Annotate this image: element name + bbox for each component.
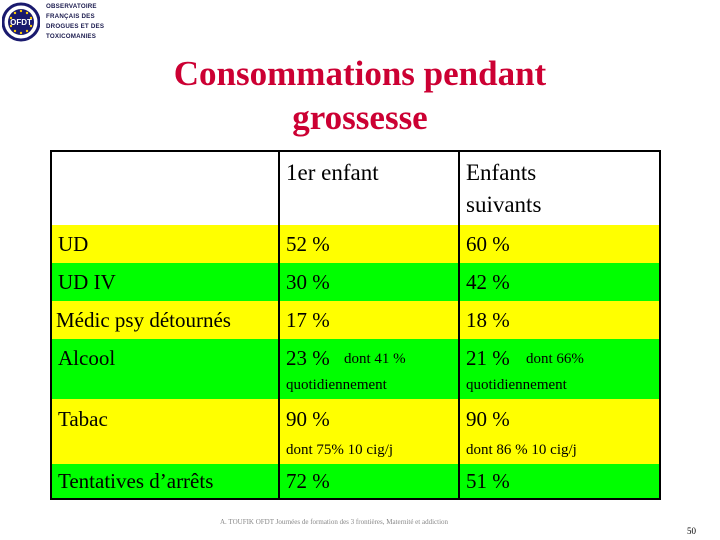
first-child-value: 23 % <box>286 346 330 370</box>
next-children-value: 18 % <box>466 308 510 332</box>
next-children-value: 42 % <box>466 270 510 294</box>
table-row <box>52 225 659 263</box>
next-children-value: 21 % <box>466 346 510 370</box>
header-first-child-label: 1er enfant <box>286 160 379 185</box>
first-child-cell <box>278 263 458 301</box>
next-children-subnote: dont 86 % 10 cig/j <box>466 442 577 458</box>
table-row <box>52 263 659 301</box>
row-label-cell <box>52 225 278 263</box>
row-label: Tentatives d’arrêts <box>58 469 214 493</box>
next-children-cell <box>458 263 659 301</box>
logo-line: DROGUES ET DES <box>46 23 105 30</box>
svg-text:OFDT: OFDT <box>10 18 32 27</box>
next-children-value: 60 % <box>466 232 510 256</box>
ofdt-logo <box>2 2 105 44</box>
first-child-value: 30 % <box>286 270 330 294</box>
first-child-cell <box>278 399 458 464</box>
slide-title <box>80 52 640 140</box>
footer-credit: A. TOUFIK OFDT Journées de formation des 3 frontières, Maternité et addiction <box>220 518 449 526</box>
title-line-1: Consommations pendant <box>173 54 547 93</box>
logo-line: TOXICOMANIES <box>46 33 97 40</box>
first-child-subnote: quotidiennement <box>286 377 387 393</box>
ofdt-badge-icon <box>2 2 40 42</box>
row-label-cell <box>52 301 278 339</box>
row-label: UD IV <box>58 270 116 294</box>
header-next-children-line1: Enfants <box>466 160 537 185</box>
table-row <box>52 339 659 399</box>
row-label: Alcool <box>58 346 116 370</box>
logo-text <box>46 2 105 42</box>
table-header-row <box>52 152 659 225</box>
first-child-cell <box>278 464 458 498</box>
next-children-cell <box>458 301 659 339</box>
row-label: Tabac <box>58 407 108 431</box>
page-number: 50 <box>687 526 696 536</box>
next-children-value: 51 % <box>466 469 510 493</box>
header-cell-empty <box>52 152 278 225</box>
row-label: Médic psy détournés <box>56 308 231 332</box>
first-child-value: 72 % <box>286 469 330 493</box>
first-child-value: 90 % <box>286 407 330 431</box>
row-label-cell <box>52 339 278 399</box>
table-row <box>52 301 659 339</box>
header-cell-next-children <box>458 152 659 225</box>
next-children-cell <box>458 225 659 263</box>
first-child-cell <box>278 339 458 399</box>
row-label-cell <box>52 263 278 301</box>
header-next-children-line2: suivants <box>466 192 542 217</box>
first-child-cell <box>278 301 458 339</box>
table-row <box>52 464 659 498</box>
first-child-value: 17 % <box>286 308 330 332</box>
first-child-value: 52 % <box>286 232 330 256</box>
logo-line: OBSERVATOIRE <box>46 3 97 10</box>
first-child-subnote: dont 75% 10 cig/j <box>286 442 394 458</box>
consumption-table <box>50 150 661 500</box>
title-line-2: grossesse <box>292 98 428 137</box>
first-child-note: dont 41 % <box>344 351 406 367</box>
row-label-cell <box>52 464 278 498</box>
row-label-cell <box>52 399 278 464</box>
logo-line: FRANÇAIS DES <box>46 13 95 20</box>
next-children-subnote: quotidiennement <box>466 377 567 393</box>
next-children-note: dont 66% <box>526 351 584 367</box>
header-cell-first-child <box>278 152 458 225</box>
next-children-value: 90 % <box>466 407 510 431</box>
first-child-cell <box>278 225 458 263</box>
next-children-cell <box>458 339 659 399</box>
row-label: UD <box>58 232 89 256</box>
next-children-cell <box>458 464 659 498</box>
next-children-cell <box>458 399 659 464</box>
table-row <box>52 399 659 464</box>
